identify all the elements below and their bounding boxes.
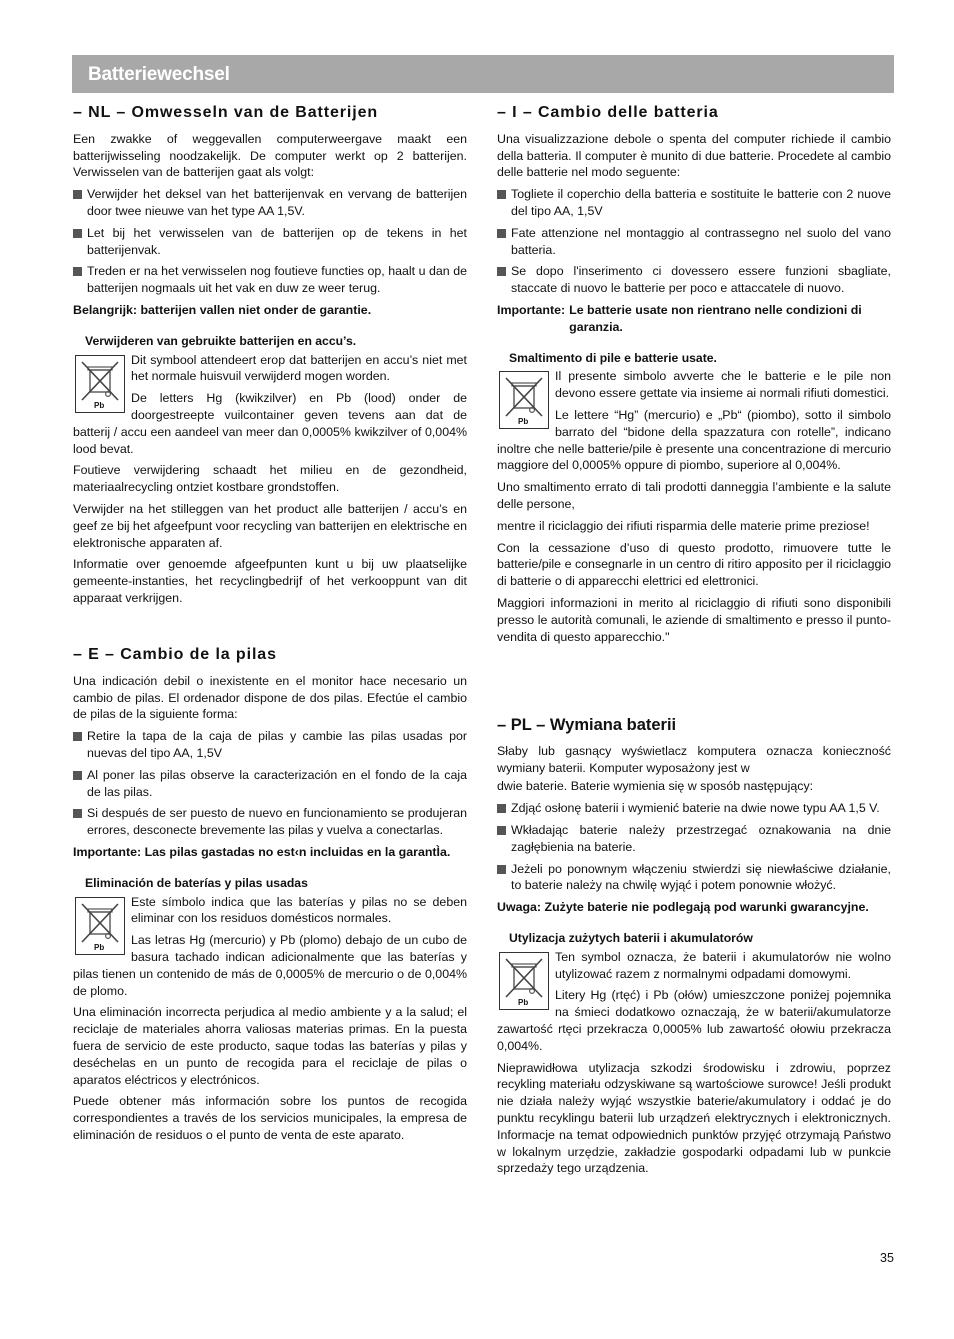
it-important-text: Le batterie usate non rientrano nelle condizioni di garanzia. — [569, 302, 862, 334]
section-pl — [497, 717, 891, 1182]
pl-heading: – PL – Wymiana baterii — [497, 716, 677, 734]
it-para: mentre il riciclaggio dei rifiuti risparmia delle materie prime preziose! — [497, 518, 870, 533]
bullet-square-icon — [73, 190, 82, 199]
crossed-out-wheelie-bin-icon — [75, 897, 125, 955]
page-title: Batteriewechsel — [88, 64, 230, 85]
es-disposal-title: Eliminación de baterías y pilas usadas — [85, 875, 308, 890]
pb-label: Pb — [518, 997, 529, 1007]
page-number: 35 — [880, 1251, 894, 1265]
bullet-square-icon — [497, 229, 506, 238]
it-para: Maggiori informazioni in merito al riciclaggio di rifiuti sono disponibili presso le autorità comunali, le aziende di smaltimento e presso il punto-vendita di questo apparecchio." — [497, 595, 891, 644]
it-important-label: Importante: — [497, 302, 566, 317]
pl-para: Nieprawidłowa utylizacja szkodzi środowisku i zdrowiu, poprzez recykling materiału odzyskiwane są wartościowe surowce! Jeśli produkt nie działa należy wyjąć wszystkie baterie/akumulatory i oddać je do punktu recyklingu baterii lub urządzeń elektrycznych i elektronicznych. Informacje na temat odpowiednich punktów przyjęć otrzymają Państwo w lokalnym urzędzie, zakładzie gospodarki odpadami lub w punkcie sprzedaży tego urządzenia. — [497, 1060, 891, 1176]
it-intro: Una visualizzazione debole o spenta del computer richiede il cambio della batteria. Il computer è munito di due batterie. Procedete al cambio delle batterie nel modo seguente: — [497, 131, 891, 180]
crossed-out-wheelie-bin-icon — [499, 952, 549, 1010]
es-intro: Una indicación debil o inexistente en el monitor hace necesario un cambio de pilas. El ordenador dispone de dos pilas. Efectúe el cambio de pilas de la siguiente forma: — [73, 673, 467, 722]
section-es — [73, 647, 467, 1149]
it-para: Uno smaltimento errato di tali prodotti danneggia l’ambiente e la salute delle persone, — [497, 480, 891, 511]
nl-important: Belangrijk: batterijen vallen niet onder de garantie. — [73, 302, 372, 317]
it-disposal-title: Smaltimento di pile e batterie usate. — [509, 350, 717, 365]
crossed-out-wheelie-bin-icon — [75, 355, 125, 413]
bullet-square-icon — [73, 732, 82, 741]
it-para: Con la cessazione d’uso di questo prodotto, rimuovere tutte le batterie/pile e consegnarle in un centro di ritiro apposito per il riciclaggio di batterie o di apparecchi elettrici ed elettronici. — [497, 540, 891, 589]
pl-important: Uwaga: Zużyte baterie nie podlegają pod warunki gwarancyjne. — [497, 900, 869, 915]
list-item: Verwijder het deksel van het batterijenvak en vervang de batterijen door twee nieuwe van het type AA 1,5V. — [73, 186, 467, 220]
list-item: Si después de ser puesto de nuevo en funcionamiento se produjeran errores, desconecte brevemente las pilas y vuelva a conectarlas. — [73, 805, 467, 839]
pl-intro-2: dwie baterie. Baterie wymienia się w sposób następujący: — [497, 779, 814, 794]
bullet-square-icon — [497, 267, 506, 276]
section-it — [497, 105, 891, 650]
bullet-square-icon — [73, 267, 82, 276]
it-heading: – I – Cambio delle batteria — [497, 104, 719, 121]
bullet-square-icon — [497, 865, 506, 874]
es-important: Importante: Las pilas gastadas no est‹n incluidas en la garantÌa. — [73, 844, 451, 859]
pl-disposal-title: Utylizacja zużytych baterii i akumulatorów — [509, 930, 753, 945]
nl-para: Informatie over genoemde afgeefpunten kunt u bij uw plaatselijke gemeente-instanties, het recyclingbedrijf of het verkooppunt van dit apparaat verkrijgen. — [73, 557, 467, 605]
list-item: Let bij het verwisselen van de batterijen op de tekens in het batterijenvak. — [73, 225, 467, 259]
bullet-square-icon — [497, 190, 506, 199]
bullet-square-icon — [497, 804, 506, 813]
nl-heading: – NL – Omwesseln van de Batterijen — [73, 104, 379, 121]
list-item: Wkładając baterie należy przestrzegać oznakowania na dnie zagłębienia na baterie. — [497, 822, 891, 856]
nl-symbol-text-2: De letters Hg (kwikzilver) en Pb (lood) onder de doorgestreepte vuilcontainer geven tevens aan dat de batterij / accu een aandeel van meer dan 0,0005% kwikzilver of 0,004% lood bevat. — [73, 391, 467, 456]
list-item: Togliete il coperchio della batteria e sostituite le batterie con 2 nuove del tipo AA, 1,5V — [497, 186, 891, 220]
section-nl — [73, 105, 467, 612]
list-item: Fate attenzione nel montaggio al contrassegno nel suolo del vano batteria. — [497, 225, 891, 259]
list-item: Treden er na het verwisselen nog foutieve functies op, haalt u dan de batterijen nogmaals uit het vak en duw ze weer terug. — [73, 263, 467, 297]
nl-symbol-text-1: Dit symbool attendeert erop dat batterijen en accu’s niet met het normale huisvuil verwijderd mogen worden. — [131, 352, 467, 384]
it-symbol-text-1: Il presente simbolo avverte che le batterie e le pile non devono essere gettate via insieme ai normali rifiuti domestici. — [555, 369, 891, 401]
list-item: Zdjąć osłonę baterii i wymienić baterie na dwie nowe typu AA 1,5 V. — [497, 800, 891, 817]
list-item: Jeżeli po ponownym włączeniu stwierdzi się niewłaściwe działanie, to baterie należy na chwilę wyjąć i potem ponownie włożyć. — [497, 861, 891, 895]
list-item: Retire la tapa de la caja de pilas y cambie las pilas usadas por nuevas del tipo AA, 1,5V — [73, 728, 467, 762]
nl-para: Foutieve verwijdering schaadt het milieu en de gezondheid, materiaalrecycling ontziet kostbare grondstoffen. — [73, 463, 467, 495]
pl-symbol-text-2: Litery Hg (rtęć) i Pb (ołów) umieszczone poniżej pojemnika na śmieci dodatkowo oznaczają, że w baterii/akumulatorze zawartość rtęci przekracza 0,0005% lub zawartość ołowiu przekracza 0,004%. — [497, 988, 891, 1053]
list-item: Se dopo l'inserimento ci dovessero essere funzioni sbagliate, staccate di nuovo le batterie per poco e attaccatele di nuovo. — [497, 263, 891, 297]
nl-intro: Een zwakke of weggevallen computerweergave maakt een batterijwisseling noodzakelijk. De computer werkt op 2 batterijen. Verwisselen van de batterijen gaat als volgt: — [73, 131, 467, 180]
pb-label: Pb — [94, 942, 105, 952]
nl-para: Verwijder na het stilleggen van het product alle batterijen / accu’s en geef ze bij het afgeefpunt voor recycling van batterijen en elektrische en elektronische apparaten af. — [73, 501, 467, 550]
bullet-square-icon — [73, 229, 82, 238]
pb-label: Pb — [94, 400, 105, 410]
section-banner — [72, 55, 894, 93]
es-para: Puede obtener más información sobre los puntos de recogida correspondientes a través de los servicios municipales, la empresa de eliminación de residuos o el punto de venta de este aparato. — [73, 1094, 467, 1142]
it-important — [497, 302, 891, 336]
es-heading: – E – Cambio de la pilas — [73, 646, 277, 663]
bullet-square-icon — [73, 809, 82, 818]
bullet-square-icon — [497, 826, 506, 835]
pl-symbol-text-1: Ten symbol oznacza, że baterii i akumulatorów nie wolno utylizować razem z normalnymi odpadami domowymi. — [555, 949, 891, 981]
list-item: Al poner las pilas observe la caracterización en el fondo de la caja de las pilas. — [73, 767, 467, 801]
bullet-square-icon — [73, 771, 82, 780]
it-symbol-text-2: Le lettere “Hg” (mercurio) e „Pb“ (piombo), sotto il simbolo barrato del “bidone della spazzatura con rotelle”, indicano inoltre che nelle batterie/pile è presente una concentrazione di mercurio maggiore del 0,0005% oppure di piombo, superiore al 0,004%. — [497, 407, 891, 473]
pl-intro-1: Słaby lub gasnący wyświetlacz komputera oznacza konieczność wymiany baterii. Komputer wyposażony jest w — [497, 743, 891, 775]
nl-disposal-title: Verwijderen van gebruikte batterijen en accu’s. — [85, 333, 357, 348]
es-symbol-text-2: Las letras Hg (mercurio) y Pb (plomo) debajo de un cubo de basura tachado indican adicionalmente que las baterías y pilas tienen un contenido de más de 0,0005% de mercurio o de 0,004% de plomo. — [73, 933, 467, 998]
es-symbol-text-1: Este símbolo indica que las baterías y pilas no se deben eliminar con los residuos domésticos normales. — [131, 894, 467, 926]
pb-label: Pb — [518, 417, 529, 427]
crossed-out-wheelie-bin-icon — [499, 371, 549, 429]
es-para: Una eliminación incorrecta perjudica al medio ambiente y a la salud; el reciclaje de materiales ahorra valiosas materias primas. En la puesta fuera de servicio de este producto, saque todas las baterías y pilas y deséchelas en un punto de recogida para el reciclaje de pilas o aparatos eléctricos y electrónicos. — [73, 1005, 467, 1087]
